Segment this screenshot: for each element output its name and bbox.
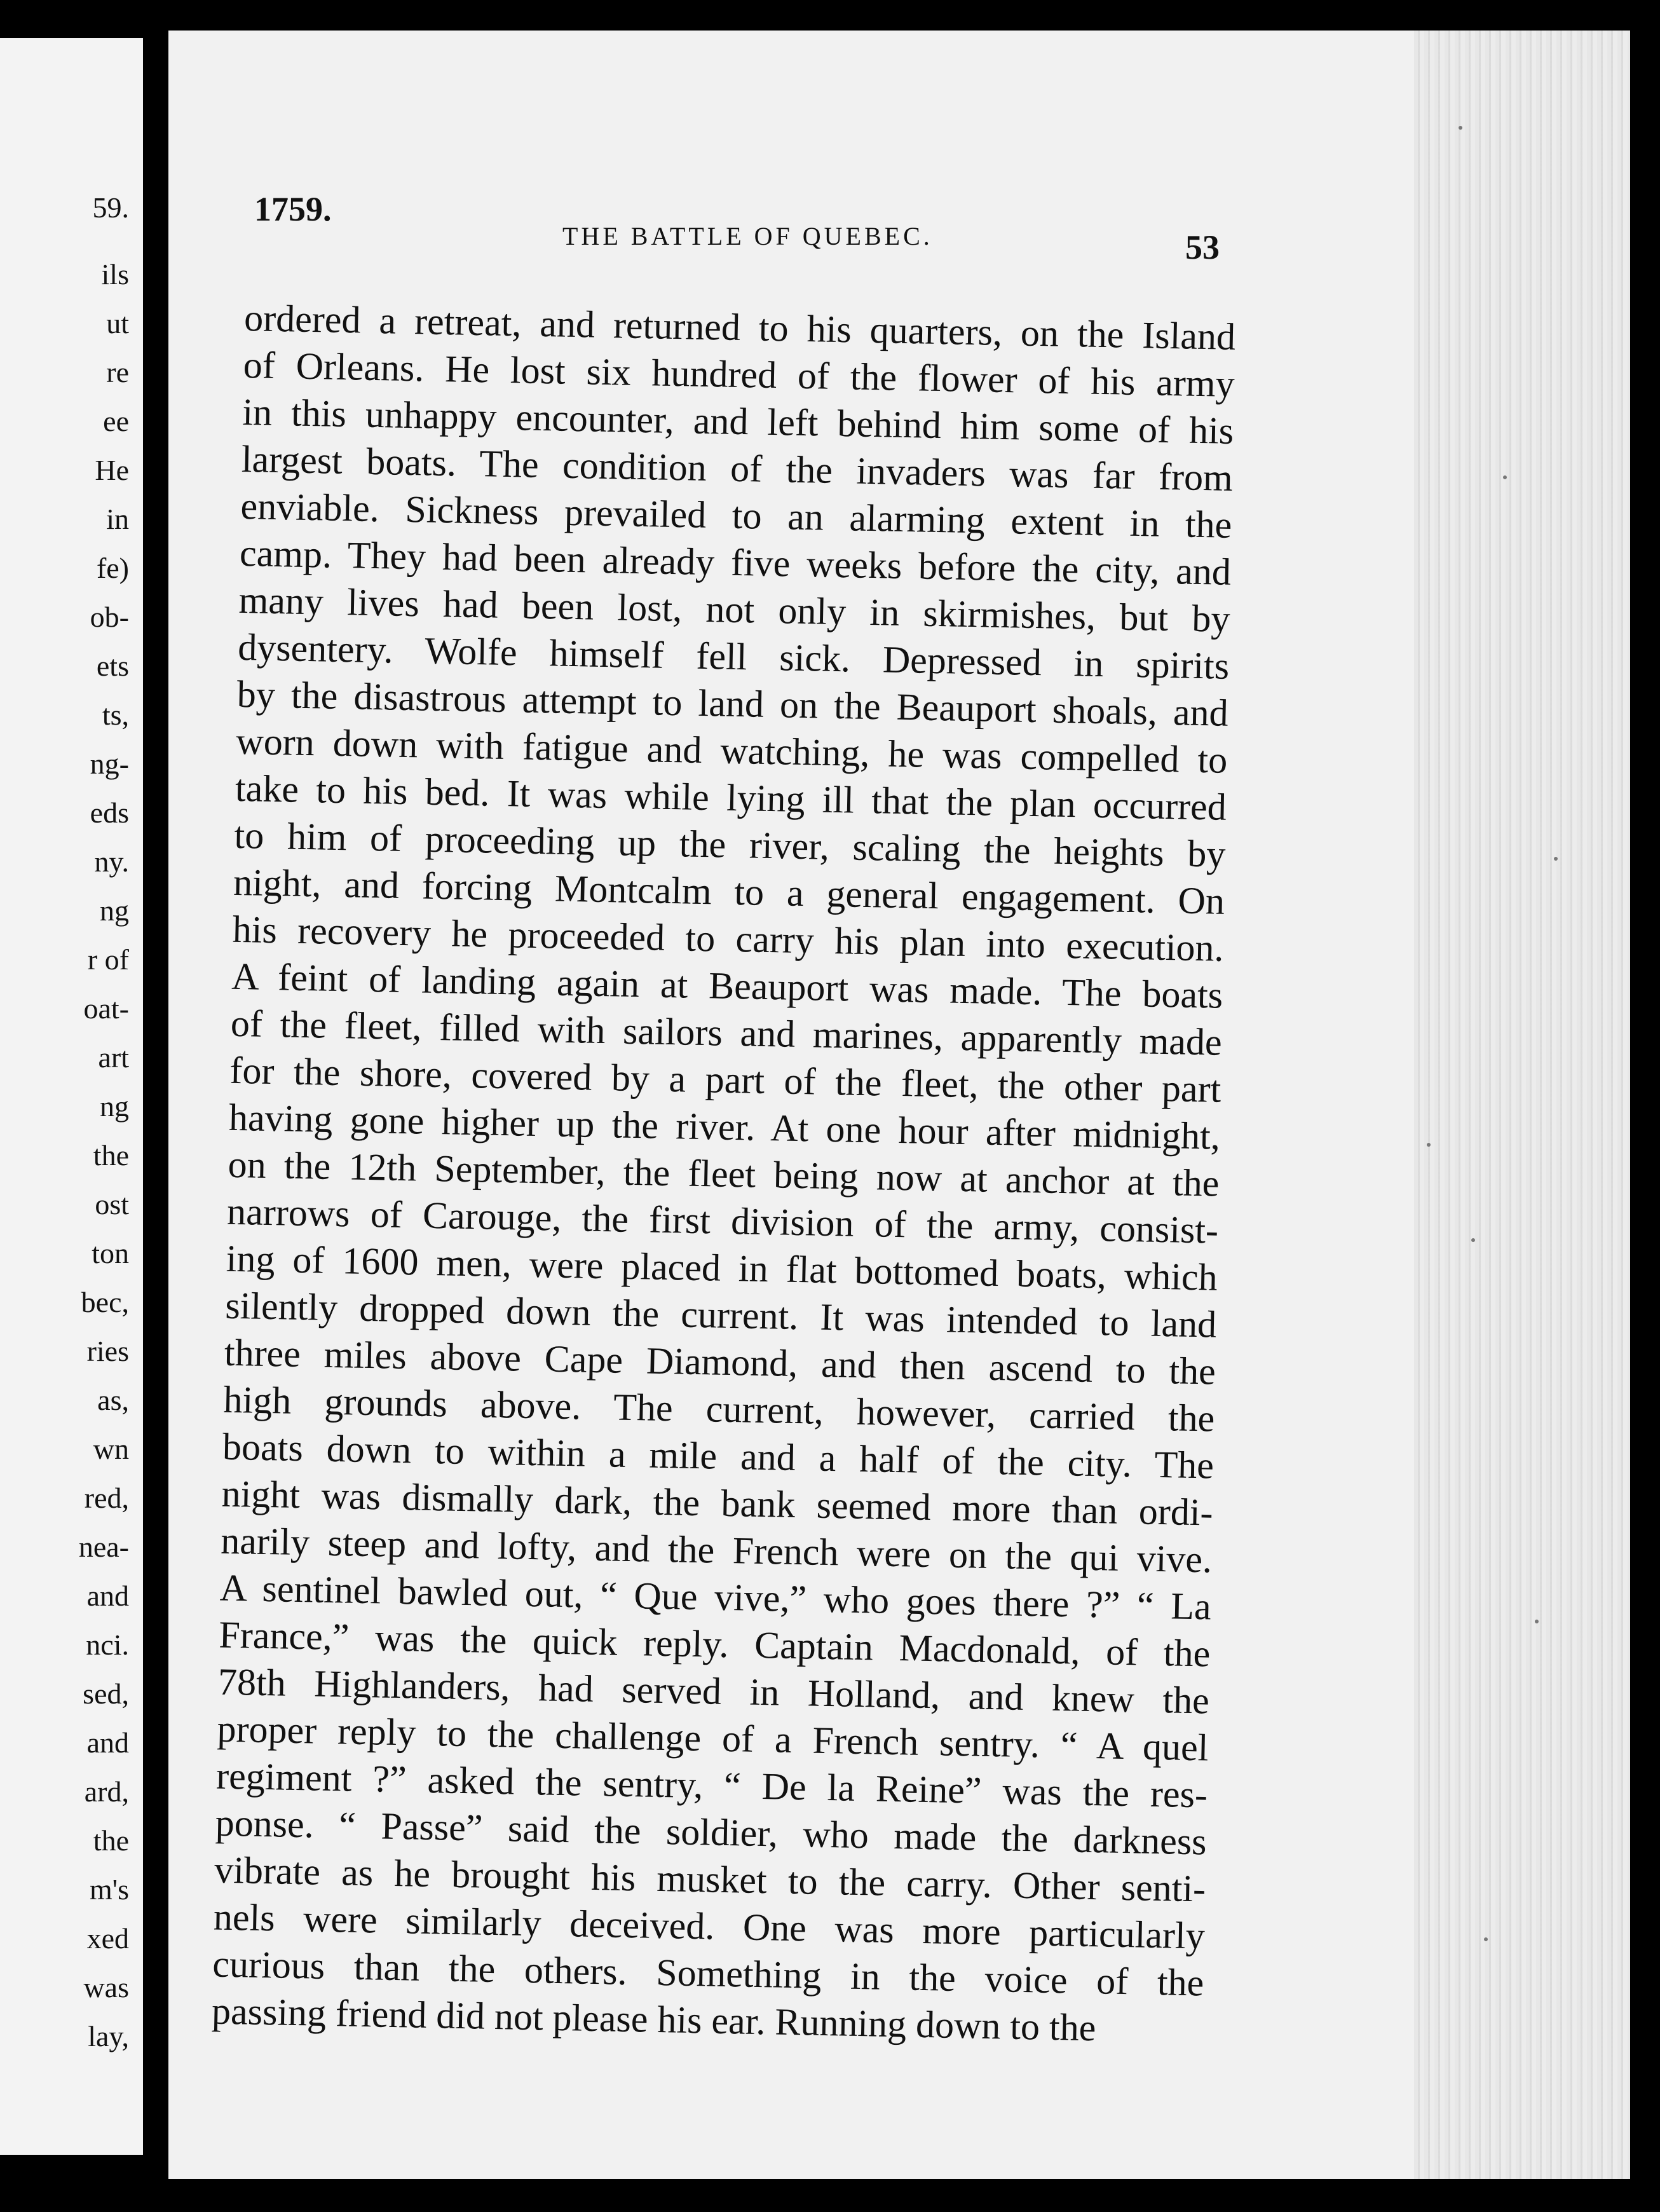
text-line: three miles above Cape Diamond, and then ascend to the bbox=[224, 1331, 1216, 1393]
left-page-fragment: ost bbox=[95, 1188, 129, 1220]
left-page-fragment: m's bbox=[90, 1873, 129, 1906]
text-line: having gone higher up the river. At one hour after midnight, bbox=[228, 1096, 1221, 1157]
left-page-fragment: ny. bbox=[94, 845, 129, 878]
book-page bbox=[168, 31, 1630, 2179]
left-page-fragment: ng bbox=[100, 1090, 129, 1123]
left-page-fragment: art bbox=[98, 1041, 129, 1074]
text-line: high grounds above. The current, however, carried the bbox=[222, 1378, 1215, 1440]
left-page-fragment: was bbox=[83, 1971, 129, 2004]
left-page-fragment: ets bbox=[96, 650, 129, 682]
left-page-fragment: He bbox=[95, 454, 129, 486]
left-page-fragment: nea- bbox=[78, 1531, 129, 1563]
text-line: worn down with fatigue and watching, he was compelled to bbox=[235, 720, 1228, 781]
text-line: his recovery he proceeded to carry his plan into execution. bbox=[232, 908, 1225, 969]
text-line: of Orleans. He lost six hundred of the flower of his army bbox=[243, 343, 1235, 405]
scan-speck bbox=[1484, 1937, 1488, 1941]
left-page-fragment: fe) bbox=[96, 552, 129, 584]
left-page-fragment: in bbox=[106, 503, 129, 535]
left-page-fragment: the bbox=[93, 1139, 129, 1171]
text-line: in this unhappy encounter, and left behind him some of his bbox=[242, 390, 1234, 452]
left-page-fragment: ts, bbox=[102, 699, 129, 731]
text-line: night was dismally dark, the bank seemed more than ordi- bbox=[221, 1472, 1214, 1534]
text-line: on the 12th September, the fleet being now at anchor at the bbox=[228, 1143, 1220, 1205]
left-page-fragment: xed bbox=[86, 1922, 129, 1955]
text-line: camp. They had been already five weeks before the city, and bbox=[239, 531, 1232, 593]
left-page-fragment: ton bbox=[92, 1237, 129, 1269]
body-text bbox=[211, 294, 1235, 2053]
left-page-edge bbox=[0, 38, 143, 2155]
text-line: to him of proceeding up the river, scaling the heights by bbox=[234, 814, 1227, 875]
left-page-fragment: as, bbox=[97, 1384, 129, 1416]
text-line: dysentery. Wolfe himself fell sick. Depressed in spirits bbox=[237, 625, 1230, 687]
scan-speck bbox=[1471, 1238, 1475, 1242]
text-line: A sentinel bawled out, “ Que vive,” who goes there ?” “ La bbox=[219, 1566, 1212, 1628]
text-line: narrows of Carouge, the first division of the army, consist- bbox=[226, 1190, 1219, 1252]
scan-speck bbox=[1503, 475, 1507, 479]
scan-speck bbox=[1554, 857, 1558, 861]
left-page-fragment: bec, bbox=[81, 1286, 129, 1318]
text-line: ing of 1600 men, were placed in flat bottomed boats, which bbox=[226, 1237, 1218, 1299]
text-line: 78th Highlanders, had served in Holland, and knew the bbox=[217, 1660, 1210, 1722]
left-page-fragment: ng bbox=[100, 894, 129, 927]
running-title: THE BATTLE OF QUEBEC. bbox=[562, 222, 933, 250]
text-line: night, and forcing Montcalm to a general engagement. On bbox=[233, 861, 1225, 922]
left-page-fragment: 59. bbox=[92, 191, 129, 224]
text-line: narily steep and lofty, and the French were on the qui vive. bbox=[220, 1519, 1213, 1581]
text-line: regiment ?” asked the sentry, “ De la Reine” was the res- bbox=[215, 1754, 1208, 1816]
left-page-fragment: ee bbox=[103, 405, 129, 437]
text-line: passing friend did not please his ear. Running down to the bbox=[211, 1990, 1096, 2049]
left-page-fragment: lay, bbox=[88, 2020, 129, 2052]
text-line: by the disastrous attempt to land on the Beauport shoals, and bbox=[236, 672, 1229, 734]
scan-speck bbox=[1535, 1620, 1539, 1623]
text-line: of the fleet, filled with sailors and marines, apparently made bbox=[230, 1002, 1223, 1063]
text-line: boats down to within a mile and a half of the city. The bbox=[222, 1425, 1214, 1487]
left-page-fragment: ut bbox=[106, 307, 129, 339]
text-line: take to his bed. It was while lying ill that the plan occurred bbox=[235, 767, 1227, 828]
left-page-fragment: ries bbox=[86, 1335, 129, 1367]
text-line: silently dropped down the current. It was intended to land bbox=[224, 1284, 1217, 1346]
left-page-fragment: red, bbox=[84, 1482, 129, 1514]
left-page-fragment: re bbox=[106, 356, 129, 388]
page-number: 53 bbox=[1185, 228, 1220, 266]
left-page-fragment: ng- bbox=[90, 748, 129, 780]
header-year: 1759. bbox=[254, 190, 332, 228]
left-page-fragment: nci. bbox=[86, 1628, 129, 1661]
text-line: many lives had been lost, not only in skirmishes, but by bbox=[238, 578, 1231, 640]
left-page-fragment: wn bbox=[93, 1433, 129, 1465]
left-page-fragment: ard, bbox=[84, 1775, 129, 1808]
left-page-fragment: ils bbox=[101, 258, 129, 290]
left-page-fragment: the bbox=[93, 1824, 129, 1857]
text-line: enviable. Sickness prevailed to an alarming extent in the bbox=[240, 484, 1232, 546]
text-line: curious than the others. Something in the voice of the bbox=[212, 1942, 1204, 2004]
text-line: ponse. “ Passe” said the soldier, who made the darkness bbox=[215, 1801, 1208, 1863]
text-line: ordered a retreat, and returned to his quarters, on the Island bbox=[243, 296, 1236, 358]
text-line: nels were similarly deceived. One was more particularly bbox=[213, 1895, 1206, 1957]
left-page-fragment: oat- bbox=[83, 992, 129, 1025]
text-line: vibrate as he brought his musket to the carry. Other senti- bbox=[214, 1848, 1206, 1910]
text-line: largest boats. The condition of the invaders was far from bbox=[241, 437, 1234, 499]
left-page-fragment: r of bbox=[87, 943, 129, 976]
left-page-fragment: sed, bbox=[83, 1677, 129, 1710]
text-line: A feint of landing again at Beauport was made. The boats bbox=[231, 955, 1223, 1016]
text-line: France,” was the quick reply. Captain Macdonald, of the bbox=[218, 1613, 1211, 1675]
left-page-fragment: ob- bbox=[90, 601, 129, 633]
text-line: for the shore, covered by a part of the fleet, the other part bbox=[229, 1049, 1221, 1110]
page-edges bbox=[1414, 31, 1630, 2179]
text-line: proper reply to the challenge of a French sentry. “ A quel bbox=[217, 1707, 1209, 1769]
left-page-fragment: eds bbox=[90, 796, 129, 829]
left-page-fragment: and bbox=[86, 1580, 129, 1612]
left-page-fragment: and bbox=[86, 1726, 129, 1759]
scan-speck bbox=[1459, 126, 1462, 130]
scan-speck bbox=[1427, 1143, 1431, 1147]
